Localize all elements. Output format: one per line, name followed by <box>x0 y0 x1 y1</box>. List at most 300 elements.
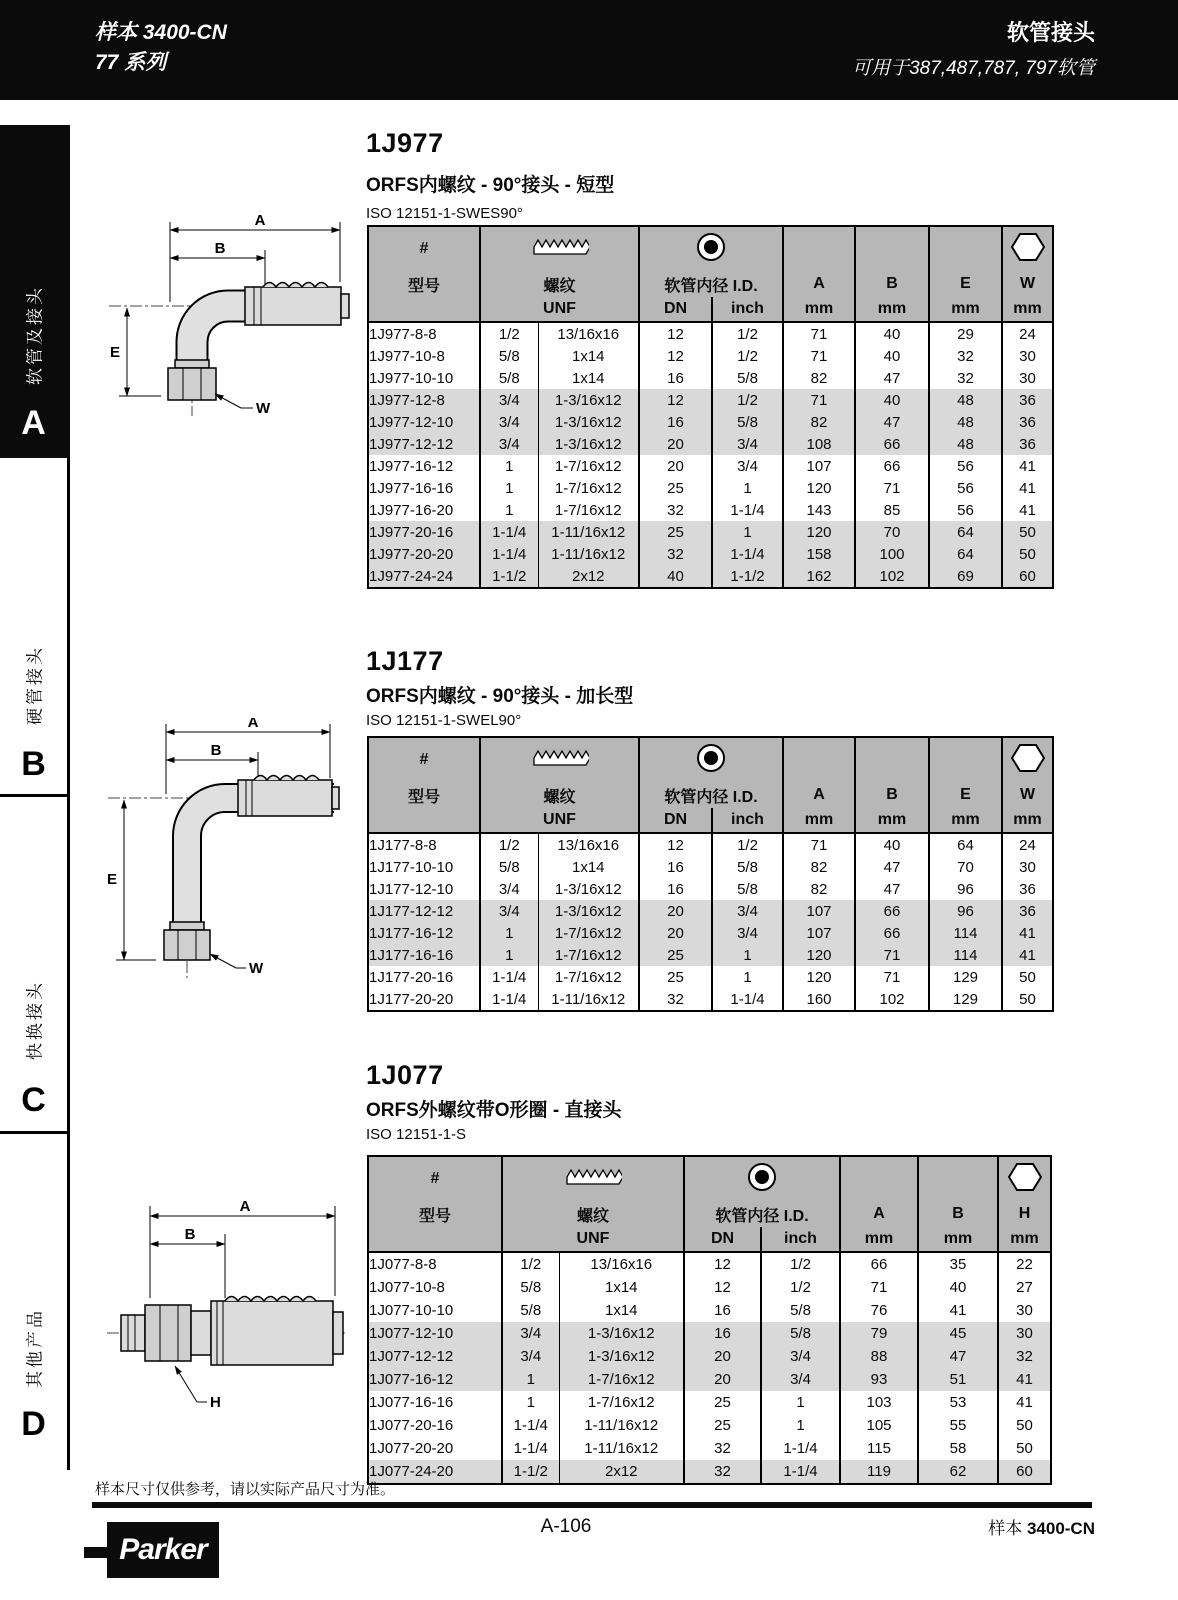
table-cell: 1J177-10-10 <box>368 856 480 878</box>
col-dim-b: B <box>855 782 929 808</box>
table-cell: 1-11/16x12 <box>538 521 639 543</box>
table-row <box>368 1414 1051 1437</box>
unit-dn: DN <box>639 297 712 322</box>
table-cell: 66 <box>855 922 929 944</box>
table-cell: 1-3/16x12 <box>538 900 639 922</box>
table-cell: 1-1/4 <box>480 988 538 1011</box>
table-cell: 1J077-10-10 <box>368 1299 502 1322</box>
table-cell: 1J977-10-8 <box>368 345 480 367</box>
header-unit-row <box>368 1227 1051 1252</box>
table-cell: 71 <box>855 944 929 966</box>
table-row <box>368 433 1053 455</box>
table-cell: 41 <box>1019 924 1036 942</box>
table-cell: 40 <box>855 389 929 411</box>
unit-mm: mm <box>929 297 1002 322</box>
table-cell: 64 <box>929 833 1002 856</box>
col-hose-id: 软管内径 I.D. <box>639 782 783 808</box>
table-cell: 20 <box>684 1345 761 1368</box>
table-cell: 1J177-16-16 <box>368 944 480 966</box>
table-cell: 1J077-20-20 <box>368 1437 502 1460</box>
dim-label-e: E <box>109 344 121 361</box>
table-cell: 5/8 <box>712 367 783 389</box>
table-cell: 3/4 <box>712 900 783 922</box>
unit-mm: mm <box>855 297 929 322</box>
table-cell: 1-3/16x12 <box>538 389 639 411</box>
table-cell: 53 <box>918 1391 998 1414</box>
table-cell: 1x14 <box>538 856 639 878</box>
table-cell: 71 <box>783 345 855 367</box>
table-cell: 129 <box>929 966 1002 988</box>
part-desc-1: ORFS内螺纹 - 90°接头 - 短型 <box>366 175 615 196</box>
table-cell: 25 <box>639 521 712 543</box>
table-cell: 30 <box>1016 1302 1033 1319</box>
table-cell: 64 <box>929 543 1002 565</box>
table-cell: 1-3/16x12 <box>538 411 639 433</box>
table-cell: 3/4 <box>480 411 538 433</box>
parker-logo-bar <box>84 1547 108 1558</box>
table-cell: 36 <box>1019 435 1036 453</box>
table-cell: 48 <box>929 389 1002 411</box>
footer-rule <box>92 1502 1092 1508</box>
table-cell: 40 <box>918 1276 998 1299</box>
table-cell: 1J177-12-12 <box>368 900 480 922</box>
table-cell: 30 <box>1019 858 1036 876</box>
table-row <box>368 1460 1051 1484</box>
table-cell: 41 <box>1019 946 1036 964</box>
table-cell: 1/2 <box>480 322 538 345</box>
table-cell: 88 <box>840 1345 918 1368</box>
table-row <box>368 345 1053 367</box>
table-cell: 1 <box>712 966 783 988</box>
fitting-diagram-elbow-short <box>95 210 355 418</box>
table-cell: 16 <box>684 1299 761 1322</box>
table-cell: 12 <box>639 345 712 367</box>
table-row <box>368 900 1053 922</box>
table-cell: 22 <box>1016 1256 1033 1273</box>
col-dim-a: A <box>783 782 855 808</box>
table-cell: 66 <box>840 1252 918 1276</box>
table-cell: 48 <box>929 411 1002 433</box>
table-cell: 96 <box>929 878 1002 900</box>
catalog-ref-label: 样本 <box>988 1519 1023 1538</box>
fitting-diagram-elbow-long <box>98 718 340 980</box>
table-cell: 62 <box>918 1460 998 1484</box>
table-cell: 32 <box>639 499 712 521</box>
table-cell: 79 <box>840 1322 918 1345</box>
hex-icon <box>1002 226 1053 271</box>
table-cell: 1J977-12-12 <box>368 433 480 455</box>
unit-inch: inch <box>761 1227 840 1252</box>
table-row <box>368 389 1053 411</box>
table-cell: 13/16x16 <box>559 1252 684 1276</box>
table-cell: 103 <box>840 1391 918 1414</box>
catalog-label: 样本 3400-CN <box>95 21 227 44</box>
page-title-block <box>852 16 1095 80</box>
hash-icon: # <box>368 226 480 271</box>
table-cell: 1-7/16x12 <box>559 1368 684 1391</box>
table-cell: 1-3/16x12 <box>538 433 639 455</box>
table-cell: 1/2 <box>502 1252 559 1276</box>
table-cell: 120 <box>783 966 855 988</box>
unit-dn: DN <box>684 1227 761 1252</box>
col-model: 型号 <box>368 782 480 808</box>
col-dim-h: H <box>998 1201 1051 1227</box>
header-icon-row <box>368 1156 1051 1201</box>
table-cell: 1J177-8-8 <box>368 833 480 856</box>
table-cell: 71 <box>840 1276 918 1299</box>
table-cell: 1/2 <box>712 833 783 856</box>
table-cell: 1-1/4 <box>712 499 783 521</box>
hose-id-icon <box>684 1156 840 1201</box>
table-cell: 66 <box>855 900 929 922</box>
col-dim-b: B <box>918 1201 998 1227</box>
part-desc-2: ORFS内螺纹 - 90°接头 - 加长型 <box>366 686 634 707</box>
table-cell: 1J977-20-16 <box>368 521 480 543</box>
col-dim-e: E <box>929 782 1002 808</box>
table-cell: 1 <box>761 1414 840 1437</box>
table-cell: 3/4 <box>761 1345 840 1368</box>
table-cell: 50 <box>1016 1417 1033 1434</box>
table-cell: 1 <box>480 455 538 477</box>
unit-mm: mm <box>783 297 855 322</box>
table-cell: 2x12 <box>559 1460 684 1484</box>
hose-id-icon <box>639 226 783 271</box>
table-cell: 102 <box>855 565 929 588</box>
table-cell: 1J077-12-12 <box>368 1345 502 1368</box>
table-cell: 1-1/4 <box>480 543 538 565</box>
table-cell: 1 <box>480 922 538 944</box>
table-cell: 13/16x16 <box>538 322 639 345</box>
table-cell: 66 <box>855 455 929 477</box>
sidebar-label-quick-couplings[interactable]: 快换接头 <box>25 980 45 1060</box>
table-cell: 1 <box>712 477 783 499</box>
table-cell: 1J977-16-16 <box>368 477 480 499</box>
table-cell: 1x14 <box>559 1276 684 1299</box>
table-cell: 1-1/4 <box>761 1437 840 1460</box>
table-cell: 47 <box>855 367 929 389</box>
table-cell: 1-11/16x12 <box>538 988 639 1011</box>
table-cell: 1-3/16x12 <box>538 878 639 900</box>
table-cell: 1-1/4 <box>502 1414 559 1437</box>
table-cell: 71 <box>783 322 855 345</box>
table-cell: 1J977-12-10 <box>368 411 480 433</box>
table-cell: 20 <box>684 1368 761 1391</box>
table-cell: 1/2 <box>712 322 783 345</box>
header-label-row <box>368 271 1053 297</box>
table-cell: 108 <box>783 433 855 455</box>
table-cell: 41 <box>1016 1371 1033 1388</box>
table-row <box>368 322 1053 345</box>
table-cell: 5/8 <box>712 878 783 900</box>
table-cell: 12 <box>639 833 712 856</box>
table-cell: 47 <box>855 878 929 900</box>
table-cell: 5/8 <box>502 1299 559 1322</box>
table-cell: 1-1/2 <box>480 565 538 588</box>
table-cell: 3/4 <box>502 1345 559 1368</box>
table-cell: 12 <box>684 1276 761 1299</box>
table-cell: 1-1/4 <box>761 1460 840 1484</box>
table-cell: 120 <box>783 521 855 543</box>
header-label-row <box>368 782 1053 808</box>
page-header-bar <box>0 0 1178 100</box>
table-cell: 162 <box>783 565 855 588</box>
part-number-2: 1J177 <box>366 646 444 676</box>
unit-mm: mm <box>1002 808 1053 833</box>
table-cell: 32 <box>639 988 712 1011</box>
header-unit-row <box>368 297 1053 322</box>
table-row <box>368 1252 1051 1276</box>
sidebar-label-other-products[interactable]: 其他产品 <box>25 1308 45 1388</box>
part-number-1: 1J977 <box>366 128 444 158</box>
table-cell: 1-3/16x12 <box>559 1345 684 1368</box>
table-cell: 1J177-20-20 <box>368 988 480 1011</box>
table-row <box>368 878 1053 900</box>
table-cell: 85 <box>855 499 929 521</box>
table-cell: 55 <box>918 1414 998 1437</box>
table-cell: 60 <box>1019 567 1036 585</box>
table-cell: 20 <box>639 922 712 944</box>
table-cell: 1-1/4 <box>712 988 783 1011</box>
header-icon-row <box>368 226 1053 271</box>
hash-icon: # <box>368 737 480 782</box>
table-cell: 47 <box>855 411 929 433</box>
table-cell: 71 <box>855 477 929 499</box>
table-cell: 3/4 <box>480 433 538 455</box>
table-cell: 1-1/2 <box>712 565 783 588</box>
table-cell: 1/2 <box>761 1252 840 1276</box>
table-row <box>368 455 1053 477</box>
table-cell: 1 <box>712 944 783 966</box>
table-cell: 82 <box>783 367 855 389</box>
table-cell: 1J177-20-16 <box>368 966 480 988</box>
table-cell: 1J077-16-16 <box>368 1391 502 1414</box>
table-cell: 1-7/16x12 <box>538 499 639 521</box>
table-row <box>368 922 1053 944</box>
table-cell: 158 <box>783 543 855 565</box>
col-model: 型号 <box>368 271 480 297</box>
table-cell: 5/8 <box>480 367 538 389</box>
table-row <box>368 1345 1051 1368</box>
table-cell: 16 <box>639 878 712 900</box>
unit-mm: mm <box>783 808 855 833</box>
table-cell: 27 <box>1016 1279 1033 1296</box>
table-cell: 71 <box>783 833 855 856</box>
part-desc-3: ORFS外螺纹带O形圈 - 直接头 <box>366 1100 622 1121</box>
footnote: 样本尺寸仅供参考，请以实际产品尺寸为准。 <box>95 1481 396 1498</box>
table-cell: 29 <box>929 322 1002 345</box>
unit-dn: DN <box>639 808 712 833</box>
table-cell: 32 <box>684 1460 761 1484</box>
table-cell: 2x12 <box>538 565 639 588</box>
table-cell: 70 <box>929 856 1002 878</box>
dim-label-a: A <box>247 718 259 731</box>
table-cell: 70 <box>855 521 929 543</box>
sidebar-letter-c: C <box>21 1081 46 1119</box>
table-cell: 1-7/16x12 <box>538 944 639 966</box>
table-cell: 5/8 <box>761 1322 840 1345</box>
table-cell: 114 <box>929 922 1002 944</box>
table-cell: 1-7/16x12 <box>538 922 639 944</box>
table-row <box>368 543 1053 565</box>
table-cell: 1x14 <box>559 1299 684 1322</box>
table-cell: 1x14 <box>538 367 639 389</box>
table-cell: 1J177-12-10 <box>368 878 480 900</box>
col-dim-b: B <box>855 271 929 297</box>
table-cell: 129 <box>929 988 1002 1011</box>
table-cell: 24 <box>1019 836 1036 854</box>
table-cell: 1J077-16-12 <box>368 1368 502 1391</box>
table-cell: 102 <box>855 988 929 1011</box>
table-row <box>368 477 1053 499</box>
table-cell: 3/4 <box>480 389 538 411</box>
col-dim-w: W <box>1002 271 1053 297</box>
parker-logo <box>107 1522 219 1578</box>
page-subtitle: 可用于387,487,787, 797软管 <box>852 58 1095 79</box>
table-cell: 50 <box>1019 523 1036 541</box>
table-cell: 107 <box>783 455 855 477</box>
col-model: 型号 <box>368 1201 502 1227</box>
table-cell: 1J977-8-8 <box>368 322 480 345</box>
table-cell: 36 <box>1019 413 1036 431</box>
table-row <box>368 565 1053 588</box>
col-dim-a: A <box>840 1201 918 1227</box>
table-cell: 56 <box>929 455 1002 477</box>
table-cell: 82 <box>783 878 855 900</box>
table-row <box>368 499 1053 521</box>
table-row <box>368 1276 1051 1299</box>
sidebar-letter-a: A <box>21 404 46 442</box>
table-cell: 1-11/16x12 <box>538 543 639 565</box>
table-cell: 40 <box>639 565 712 588</box>
table-cell: 25 <box>639 966 712 988</box>
table-cell: 16 <box>639 367 712 389</box>
sidebar-label-hose-fittings: 软管及接头 <box>25 285 45 385</box>
part-number-3: 1J077 <box>366 1060 444 1090</box>
table-cell: 3/4 <box>502 1322 559 1345</box>
iso-spec-2: ISO 12151-1-SWEL90° <box>366 712 522 729</box>
table-cell: 115 <box>840 1437 918 1460</box>
dim-label-h: H <box>210 1394 221 1411</box>
table-cell: 1J177-16-12 <box>368 922 480 944</box>
table-cell: 25 <box>684 1414 761 1437</box>
table-cell: 1J977-24-24 <box>368 565 480 588</box>
table-cell: 47 <box>918 1345 998 1368</box>
table-cell: 5/8 <box>502 1276 559 1299</box>
table-row <box>368 1299 1051 1322</box>
parker-logo-text: Parker <box>119 1533 207 1566</box>
table-cell: 3/4 <box>761 1368 840 1391</box>
table-cell: 1 <box>480 477 538 499</box>
iso-spec-3: ISO 12151-1-S <box>366 1126 467 1143</box>
table-cell: 12 <box>684 1252 761 1276</box>
catalog-reference <box>988 1514 1095 1539</box>
col-dim-e: E <box>929 271 1002 297</box>
table-cell: 32 <box>684 1437 761 1460</box>
col-thread: 螺纹 <box>502 1201 684 1227</box>
table-row <box>368 1368 1051 1391</box>
table-cell: 114 <box>929 944 1002 966</box>
table-cell: 1-7/16x12 <box>538 455 639 477</box>
table-cell: 5/8 <box>712 411 783 433</box>
series-label: 77 系列 <box>95 51 167 74</box>
table-cell: 1 <box>761 1391 840 1414</box>
table-cell: 107 <box>783 922 855 944</box>
table-cell: 1-1/4 <box>502 1437 559 1460</box>
table-cell: 5/8 <box>480 856 538 878</box>
unit-mm: mm <box>855 808 929 833</box>
table-row <box>368 988 1053 1011</box>
table-cell: 41 <box>1016 1394 1033 1411</box>
table-cell: 1-7/16x12 <box>559 1391 684 1414</box>
fitting-diagram-straight <box>95 1198 347 1448</box>
col-thread: 螺纹 <box>480 782 639 808</box>
table-cell: 56 <box>929 477 1002 499</box>
table-cell: 93 <box>840 1368 918 1391</box>
table-row <box>368 1322 1051 1345</box>
sidebar-label-tube-fittings[interactable]: 硬管接头 <box>25 645 45 725</box>
unit-inch: inch <box>712 297 783 322</box>
table-cell: 50 <box>1019 545 1036 563</box>
table-cell: 120 <box>783 944 855 966</box>
sidebar-section-divider <box>0 794 70 797</box>
table-cell: 32 <box>1016 1348 1033 1365</box>
table-cell: 25 <box>639 944 712 966</box>
catalog-series-block <box>95 18 227 78</box>
col-hose-id: 软管内径 I.D. <box>684 1201 840 1227</box>
hex-icon <box>1002 737 1053 782</box>
table-cell: 30 <box>1019 369 1036 387</box>
table-cell: 107 <box>783 900 855 922</box>
table-cell: 1-1/4 <box>480 966 538 988</box>
table-cell: 16 <box>684 1322 761 1345</box>
table-cell: 30 <box>1016 1325 1033 1342</box>
table-row <box>368 367 1053 389</box>
table-cell: 1J977-12-8 <box>368 389 480 411</box>
dim-label-e: E <box>106 871 118 888</box>
sidebar-section-divider <box>0 1131 70 1134</box>
table-cell: 1J977-20-20 <box>368 543 480 565</box>
table-cell: 50 <box>1019 968 1036 986</box>
table-cell: 1-1/4 <box>712 543 783 565</box>
table-cell: 1J977-16-20 <box>368 499 480 521</box>
table-cell: 32 <box>639 543 712 565</box>
table-cell: 16 <box>639 856 712 878</box>
table-cell: 1 <box>502 1368 559 1391</box>
table-cell: 50 <box>1016 1440 1033 1457</box>
table-cell: 20 <box>639 433 712 455</box>
col-dim-a: A <box>783 271 855 297</box>
table-cell: 12 <box>639 322 712 345</box>
table-cell: 32 <box>929 345 1002 367</box>
table-cell: 36 <box>1019 902 1036 920</box>
table-cell: 1-1/4 <box>480 521 538 543</box>
table-cell: 1 <box>712 521 783 543</box>
thread-icon <box>480 226 639 271</box>
table-cell: 13/16x16 <box>538 833 639 856</box>
iso-spec-1: ISO 12151-1-SWES90° <box>366 205 523 222</box>
table-cell: 120 <box>783 477 855 499</box>
table-cell: 1J977-10-10 <box>368 367 480 389</box>
table-cell: 119 <box>840 1460 918 1484</box>
table-cell: 1J077-12-10 <box>368 1322 502 1345</box>
table-cell: 1 <box>502 1391 559 1414</box>
unit-inch: inch <box>712 808 783 833</box>
table-cell: 3/4 <box>712 433 783 455</box>
table-cell: 1-3/16x12 <box>559 1322 684 1345</box>
col-dim-w: W <box>1002 782 1053 808</box>
table-row <box>368 856 1053 878</box>
table-cell: 1/2 <box>712 389 783 411</box>
